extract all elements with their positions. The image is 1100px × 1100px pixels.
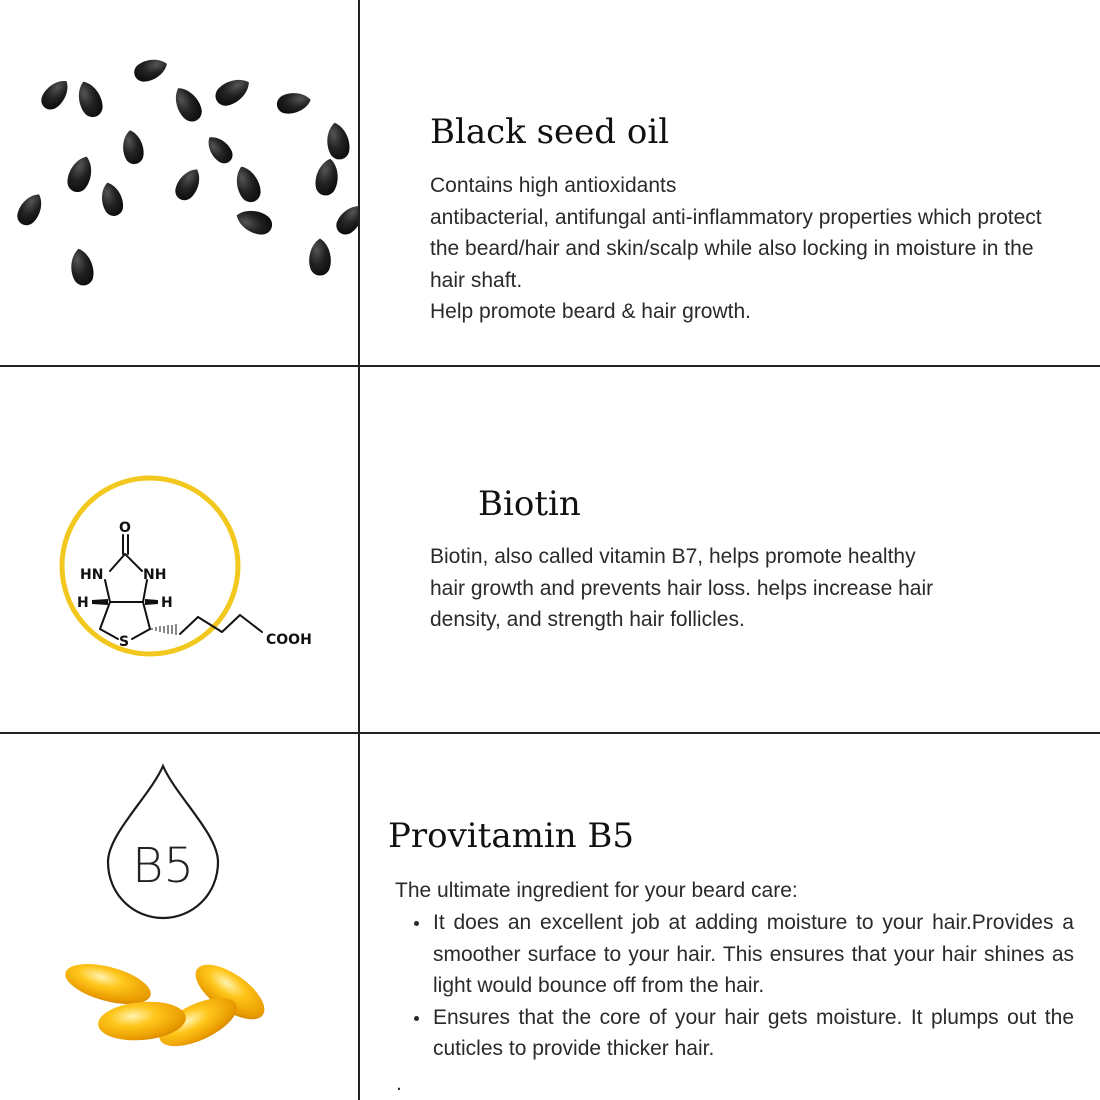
atom-h-right-label: H (161, 595, 173, 611)
black-seeds-image (0, 0, 358, 365)
benefits-list (412, 907, 1074, 1065)
atom-s-label: S (119, 634, 130, 650)
capsules-image (61, 954, 273, 1056)
body-line: antibacterial, antifungal anti-inflammatory properties which protect (430, 205, 1042, 229)
body-line: Help promote beard & hair growth. (430, 300, 751, 323)
list-item: It does an excellent job at adding moisture to your hair.Provides a smoother surface to your hair. This ensures that your hair shines as light would bounce off from the hair. (412, 907, 1074, 1002)
section-body-black-seed-oil (430, 170, 1042, 328)
atom-hn-label: HN (80, 567, 104, 583)
section-body-biotin (430, 541, 933, 636)
biotin-molecule-image (0, 367, 358, 732)
section-intro-provitamin-b5: The ultimate ingredient for your beard care: (395, 879, 798, 902)
atom-nh-label: NH (143, 567, 167, 583)
list-item: Ensures that the core of your hair gets moisture. It plumps out the cuticles to provide thicker hair. (412, 1002, 1074, 1065)
section-title-provitamin-b5: Provitamin B5 (388, 816, 635, 856)
provitamin-b5-image (0, 734, 358, 1100)
body-line: Biotin, also called vitamin B7, helps promote healthy (430, 545, 916, 568)
body-line: Contains high antioxidants (430, 174, 677, 197)
cooh-label: COOH (266, 632, 312, 648)
trailing-dot: . (396, 1072, 402, 1095)
section-title-black-seed-oil: Black seed oil (430, 112, 670, 152)
vertical-divider (358, 0, 360, 1100)
body-line: hair shaft. (430, 268, 523, 292)
section-title-biotin: Biotin (478, 484, 581, 524)
body-line: the beard/hair and skin/scalp while also locking in moisture in the (430, 237, 1034, 260)
body-line: density, and strength hair follicles. (430, 608, 745, 631)
drop-b5-label: B5 (132, 838, 194, 894)
atom-o-label: O (119, 520, 131, 536)
body-line: hair growth and prevents hair loss. helps increase hair (430, 576, 934, 600)
atom-h-left-label: H (77, 595, 89, 611)
